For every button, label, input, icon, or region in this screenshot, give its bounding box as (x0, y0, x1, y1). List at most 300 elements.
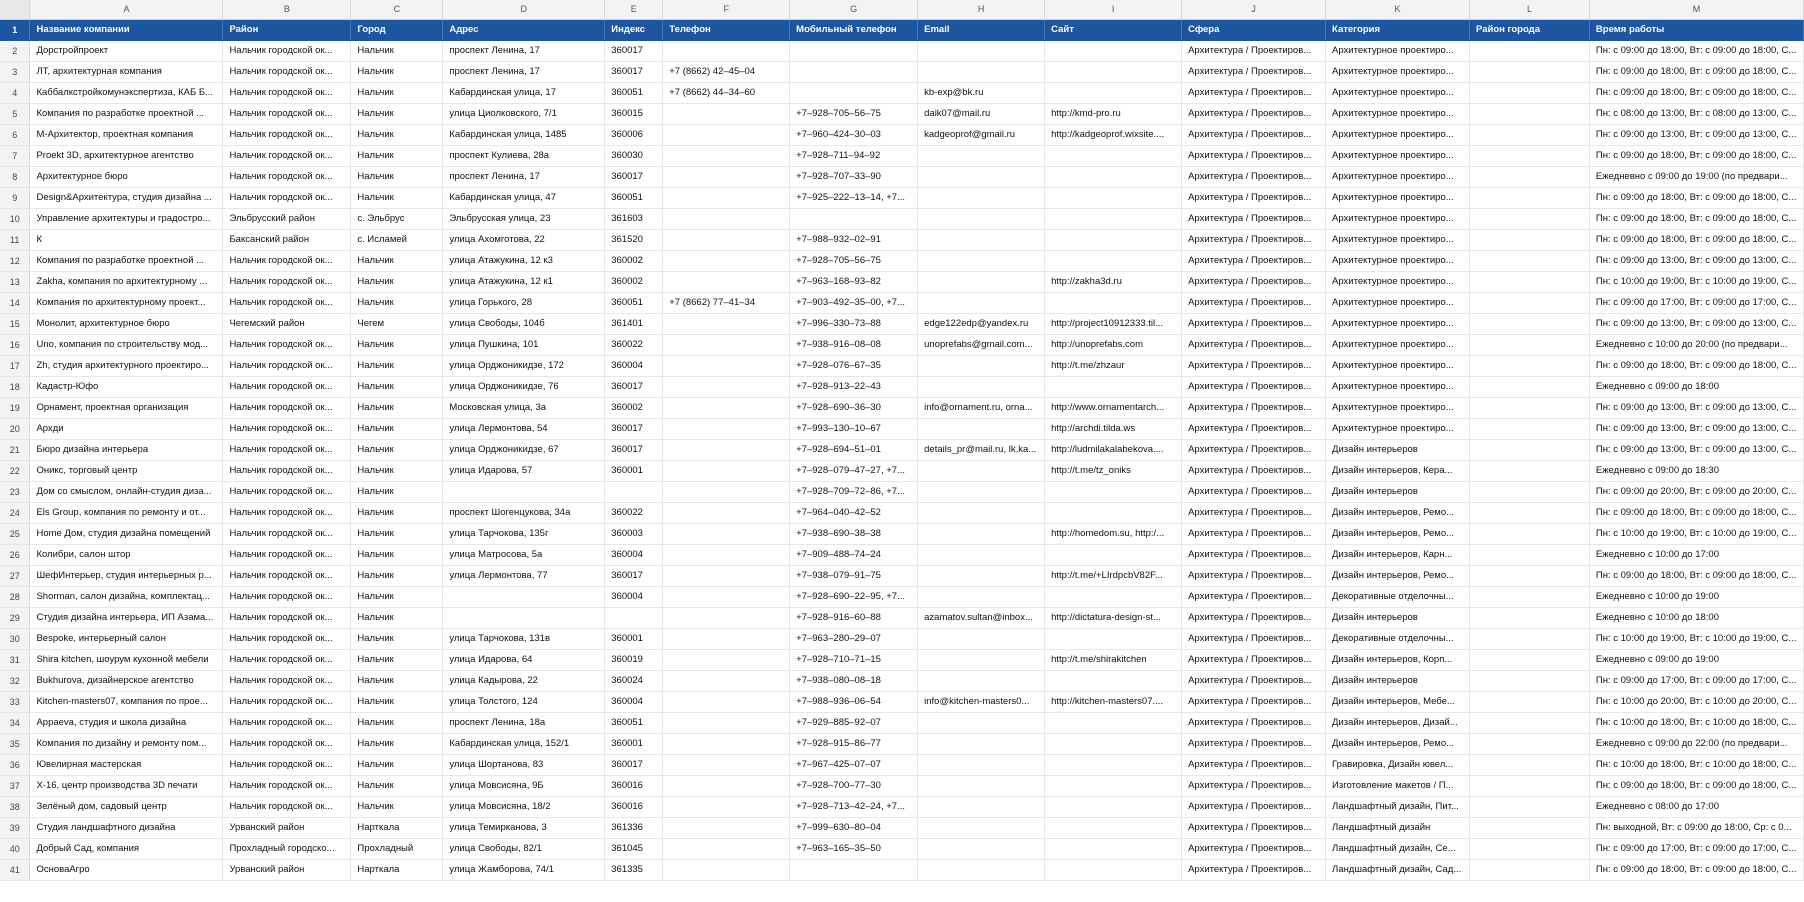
table-cell[interactable]: Архитектурное проектиро... (1326, 271, 1470, 292)
table-cell[interactable]: Архитектура / Проектиров... (1182, 439, 1326, 460)
row-number[interactable]: 29 (0, 607, 30, 628)
table-cell[interactable] (1045, 145, 1182, 166)
table-cell[interactable]: Архитектура / Проектиров... (1182, 775, 1326, 796)
header-cell[interactable]: Адрес (443, 19, 605, 40)
table-cell[interactable]: +7‒999‒630‒80‒04 (790, 817, 918, 838)
table-cell[interactable]: Архди (30, 418, 223, 439)
table-cell[interactable] (1470, 565, 1590, 586)
table-cell[interactable]: Ландшафтный дизайн, Се... (1326, 838, 1470, 859)
table-cell[interactable] (663, 397, 790, 418)
table-cell[interactable]: 360017 (605, 418, 663, 439)
table-cell[interactable]: улица Циолковского, 7/1 (443, 103, 605, 124)
row-number[interactable]: 6 (0, 124, 30, 145)
table-cell[interactable] (918, 40, 1045, 61)
table-cell[interactable] (918, 628, 1045, 649)
table-cell[interactable]: Архитектура / Проектиров... (1182, 544, 1326, 565)
table-cell[interactable]: Студия ландшафтного дизайна (30, 817, 223, 838)
table-cell[interactable]: ОсноваАгро (30, 859, 223, 880)
table-cell[interactable]: проспект Ленина, 17 (443, 166, 605, 187)
row-number[interactable]: 1 (0, 19, 30, 40)
table-cell[interactable]: 360019 (605, 649, 663, 670)
table-cell[interactable]: Ювелирная мастерская (30, 754, 223, 775)
table-cell[interactable]: http://ludmilakalabekova.... (1045, 439, 1182, 460)
table-cell[interactable]: улица Толстого, 124 (443, 691, 605, 712)
table-cell[interactable]: 360017 (605, 439, 663, 460)
table-cell[interactable]: улица Орджоникидзе, 67 (443, 439, 605, 460)
row-number[interactable]: 27 (0, 565, 30, 586)
table-cell[interactable] (918, 418, 1045, 439)
table-cell[interactable] (1470, 796, 1590, 817)
table-cell[interactable]: +7‒928‒690‒36‒30 (790, 397, 918, 418)
table-cell[interactable]: улица Свободы, 82/1 (443, 838, 605, 859)
table-cell[interactable]: улица Орджоникидзе, 76 (443, 376, 605, 397)
row-number[interactable]: 4 (0, 82, 30, 103)
table-cell[interactable] (1470, 313, 1590, 334)
column-letter[interactable]: G (790, 0, 918, 19)
table-cell[interactable] (1045, 40, 1182, 61)
table-cell[interactable]: с. Эльбрус (351, 208, 443, 229)
table-cell[interactable]: улица Матросова, 5а (443, 544, 605, 565)
row-number[interactable]: 40 (0, 838, 30, 859)
table-cell[interactable]: 360001 (605, 628, 663, 649)
table-cell[interactable]: Bespoke, интерьерный салон (30, 628, 223, 649)
table-cell[interactable]: Дизайн интерьеров, Мебе... (1326, 691, 1470, 712)
table-cell[interactable]: Кабардинская улица, 152/1 (443, 733, 605, 754)
column-letter[interactable]: A (30, 0, 223, 19)
table-cell[interactable]: Дизайн интерьеров, Корп... (1326, 649, 1470, 670)
table-cell[interactable]: Нальчик (351, 565, 443, 586)
table-cell[interactable] (918, 586, 1045, 607)
table-cell[interactable]: 360002 (605, 271, 663, 292)
table-cell[interactable] (1470, 103, 1590, 124)
column-letter[interactable]: K (1326, 0, 1470, 19)
table-cell[interactable]: улица Мовсисяна, 18/2 (443, 796, 605, 817)
table-cell[interactable]: Баксанский район (223, 229, 351, 250)
table-cell[interactable] (918, 502, 1045, 523)
table-cell[interactable] (663, 502, 790, 523)
table-cell[interactable]: Нальчик городской ок... (223, 754, 351, 775)
table-cell[interactable] (1470, 628, 1590, 649)
table-cell[interactable]: +7‒928‒694‒51‒01 (790, 439, 918, 460)
table-cell[interactable]: улица Жамборова, 74/1 (443, 859, 605, 880)
table-cell[interactable]: +7‒928‒915‒86‒77 (790, 733, 918, 754)
table-cell[interactable]: Архитектура / Проектиров... (1182, 103, 1326, 124)
table-cell[interactable] (663, 460, 790, 481)
row-number[interactable]: 20 (0, 418, 30, 439)
column-letter[interactable]: I (1045, 0, 1182, 19)
table-cell[interactable]: улица Горького, 28 (443, 292, 605, 313)
table-cell[interactable]: Архитектурное проектиро... (1326, 166, 1470, 187)
table-cell[interactable] (1470, 61, 1590, 82)
table-cell[interactable] (1470, 229, 1590, 250)
table-cell[interactable] (663, 271, 790, 292)
table-cell[interactable]: Пн: с 09:00 до 17:00, Вт: с 09:00 до 17:00, С... (1589, 292, 1803, 313)
table-cell[interactable]: улица Атажукина, 12 к1 (443, 271, 605, 292)
table-cell[interactable]: проспект Кулиева, 28а (443, 145, 605, 166)
table-cell[interactable]: +7‒928‒916‒60‒88 (790, 607, 918, 628)
table-cell[interactable] (1045, 754, 1182, 775)
table-cell[interactable]: +7‒960‒424‒30‒03 (790, 124, 918, 145)
table-cell[interactable]: Пн: с 10:00 до 18:00, Вт: с 10:00 до 18:00, С... (1589, 712, 1803, 733)
row-number[interactable]: 8 (0, 166, 30, 187)
table-cell[interactable] (1470, 334, 1590, 355)
header-cell[interactable]: Район города (1470, 19, 1590, 40)
table-cell[interactable] (918, 817, 1045, 838)
table-cell[interactable]: Архитектура / Проектиров... (1182, 145, 1326, 166)
table-cell[interactable]: +7‒903‒492‒35‒00, +7... (790, 292, 918, 313)
table-cell[interactable]: Архитектура / Проектиров... (1182, 607, 1326, 628)
table-cell[interactable] (1045, 817, 1182, 838)
table-cell[interactable]: улица Пушкина, 101 (443, 334, 605, 355)
table-cell[interactable] (1470, 271, 1590, 292)
table-cell[interactable]: http://kadgeoprof.wixsite.... (1045, 124, 1182, 145)
table-cell[interactable]: Пн: с 09:00 до 18:00, Вт: с 09:00 до 18:00, С... (1589, 775, 1803, 796)
table-cell[interactable] (918, 271, 1045, 292)
table-cell[interactable] (663, 628, 790, 649)
table-cell[interactable]: Пн: с 09:00 до 18:00, Вт: с 09:00 до 18:00, С... (1589, 187, 1803, 208)
table-cell[interactable] (605, 481, 663, 502)
row-number[interactable]: 35 (0, 733, 30, 754)
table-cell[interactable] (663, 817, 790, 838)
table-cell[interactable] (1470, 733, 1590, 754)
table-cell[interactable] (1045, 838, 1182, 859)
table-cell[interactable] (918, 166, 1045, 187)
table-cell[interactable]: http://t.me/shirakitchen (1045, 649, 1182, 670)
table-cell[interactable] (663, 544, 790, 565)
table-cell[interactable]: Управление архитектуры и градостро... (30, 208, 223, 229)
table-cell[interactable] (918, 229, 1045, 250)
table-cell[interactable]: Дизайн интерьеров, Кера... (1326, 460, 1470, 481)
table-cell[interactable]: +7‒963‒280‒29‒07 (790, 628, 918, 649)
table-cell[interactable]: http://archdi.tilda.ws (1045, 418, 1182, 439)
table-cell[interactable]: Архитектура / Проектиров... (1182, 523, 1326, 544)
table-cell[interactable]: +7‒963‒165‒35‒50 (790, 838, 918, 859)
table-cell[interactable]: Прохладный (351, 838, 443, 859)
table-cell[interactable] (663, 754, 790, 775)
header-cell[interactable]: Название компании (30, 19, 223, 40)
table-cell[interactable]: Нальчик (351, 586, 443, 607)
table-cell[interactable]: 360051 (605, 712, 663, 733)
table-cell[interactable] (1045, 628, 1182, 649)
table-cell[interactable]: azamatov.sultan@inbox... (918, 607, 1045, 628)
table-cell[interactable]: Архитектура / Проектиров... (1182, 292, 1326, 313)
table-cell[interactable]: Пн: с 09:00 до 18:00, Вт: с 09:00 до 18:00, С... (1589, 145, 1803, 166)
table-cell[interactable] (663, 229, 790, 250)
table-cell[interactable] (918, 775, 1045, 796)
table-cell[interactable]: Ежедневно с 10:00 до 20:00 (по предвари... (1589, 334, 1803, 355)
table-cell[interactable]: http://zakha3d.ru (1045, 271, 1182, 292)
table-cell[interactable]: Архитектура / Проектиров... (1182, 40, 1326, 61)
table-cell[interactable]: Пн: с 09:00 до 18:00, Вт: с 09:00 до 18:00, С... (1589, 859, 1803, 880)
table-cell[interactable]: +7‒928‒711‒94‒92 (790, 145, 918, 166)
table-cell[interactable]: Дизайн интерьеров, Ремо... (1326, 565, 1470, 586)
table-cell[interactable]: Пн: с 09:00 до 18:00, Вт: с 09:00 до 18:00, С... (1589, 229, 1803, 250)
table-cell[interactable] (1470, 712, 1590, 733)
table-cell[interactable]: Архитектура / Проектиров... (1182, 166, 1326, 187)
table-cell[interactable]: Нальчик (351, 271, 443, 292)
row-number[interactable]: 3 (0, 61, 30, 82)
table-cell[interactable]: Kitchen-masters07, компания по прое... (30, 691, 223, 712)
table-cell[interactable]: Архитектурное бюро (30, 166, 223, 187)
table-cell[interactable]: 360017 (605, 61, 663, 82)
table-cell[interactable] (918, 481, 1045, 502)
table-cell[interactable]: Ежедневно с 09:00 до 18:30 (1589, 460, 1803, 481)
table-cell[interactable] (1470, 838, 1590, 859)
table-cell[interactable]: Кадастр-Юфо (30, 376, 223, 397)
table-cell[interactable]: Нальчик городской ок... (223, 397, 351, 418)
table-cell[interactable]: улица Мовсисяна, 9Б (443, 775, 605, 796)
table-cell[interactable] (663, 775, 790, 796)
table-cell[interactable]: kadgeoprof@gmail.ru (918, 124, 1045, 145)
table-cell[interactable] (1470, 502, 1590, 523)
table-cell[interactable]: 360017 (605, 376, 663, 397)
table-cell[interactable] (1470, 817, 1590, 838)
table-cell[interactable] (1470, 292, 1590, 313)
table-cell[interactable] (1470, 418, 1590, 439)
table-cell[interactable]: Нальчик (351, 775, 443, 796)
table-cell[interactable]: Нальчик городской ок... (223, 82, 351, 103)
table-cell[interactable]: Архитектура / Проектиров... (1182, 670, 1326, 691)
table-cell[interactable]: Нальчик (351, 61, 443, 82)
table-cell[interactable]: Пн: с 09:00 до 13:00, Вт: с 09:00 до 13:00, С... (1589, 439, 1803, 460)
table-cell[interactable]: +7‒925‒222‒13‒14, +7... (790, 187, 918, 208)
table-cell[interactable]: 360004 (605, 586, 663, 607)
table-cell[interactable] (1470, 523, 1590, 544)
table-cell[interactable]: http://kitchen-masters07.... (1045, 691, 1182, 712)
table-cell[interactable]: 360002 (605, 397, 663, 418)
table-cell[interactable] (1470, 607, 1590, 628)
table-cell[interactable]: Ежедневно с 08:00 до 17:00 (1589, 796, 1803, 817)
table-cell[interactable]: 360017 (605, 565, 663, 586)
table-cell[interactable]: Архитектура / Проектиров... (1182, 187, 1326, 208)
table-cell[interactable] (1470, 544, 1590, 565)
table-cell[interactable]: Appaeva, студия и школа дизайна (30, 712, 223, 733)
table-cell[interactable]: +7 (8662) 77‒41‒34 (663, 292, 790, 313)
table-cell[interactable]: Прохладный городско... (223, 838, 351, 859)
table-cell[interactable] (663, 250, 790, 271)
table-cell[interactable]: улица Шортанова, 83 (443, 754, 605, 775)
table-cell[interactable] (1470, 82, 1590, 103)
table-cell[interactable]: Нальчик городской ок... (223, 502, 351, 523)
table-cell[interactable] (1470, 649, 1590, 670)
table-cell[interactable] (1470, 208, 1590, 229)
table-cell[interactable]: Архитектура / Проектиров... (1182, 82, 1326, 103)
table-cell[interactable]: Zakha, компания по архитектурному ... (30, 271, 223, 292)
table-cell[interactable]: +7‒928‒707‒33‒90 (790, 166, 918, 187)
table-cell[interactable]: проспект Ленина, 17 (443, 40, 605, 61)
table-cell[interactable]: Дизайн интерьеров, Ремо... (1326, 733, 1470, 754)
table-cell[interactable]: Нальчик городской ок... (223, 523, 351, 544)
table-cell[interactable] (663, 859, 790, 880)
table-cell[interactable] (1470, 460, 1590, 481)
table-cell[interactable] (663, 649, 790, 670)
table-cell[interactable] (1045, 733, 1182, 754)
table-cell[interactable] (1470, 691, 1590, 712)
table-cell[interactable]: Shira kitchen, шоурум кухонной мебели (30, 649, 223, 670)
table-cell[interactable]: 361520 (605, 229, 663, 250)
table-cell[interactable]: Нальчик (351, 334, 443, 355)
table-cell[interactable] (663, 145, 790, 166)
row-number[interactable]: 15 (0, 313, 30, 334)
table-cell[interactable]: Нальчик городской ок... (223, 355, 351, 376)
table-cell[interactable] (1470, 859, 1590, 880)
row-number[interactable]: 28 (0, 586, 30, 607)
table-cell[interactable]: Ежедневно с 10:00 до 18:00 (1589, 607, 1803, 628)
table-cell[interactable]: +7‒963‒168‒93‒82 (790, 271, 918, 292)
table-cell[interactable]: Чегемский район (223, 313, 351, 334)
table-cell[interactable] (790, 61, 918, 82)
table-cell[interactable]: Пн: с 09:00 до 18:00, Вт: с 09:00 до 18:00, С... (1589, 61, 1803, 82)
table-cell[interactable] (663, 376, 790, 397)
table-cell[interactable]: проспект Шогенцукова, 34а (443, 502, 605, 523)
table-cell[interactable]: Архитектура / Проектиров... (1182, 124, 1326, 145)
table-cell[interactable]: 360004 (605, 544, 663, 565)
table-cell[interactable]: 360017 (605, 754, 663, 775)
table-cell[interactable] (1470, 355, 1590, 376)
table-cell[interactable]: Дизайн интерьеров, Дизай... (1326, 712, 1470, 733)
header-cell[interactable]: Мобильный телефон (790, 19, 918, 40)
table-cell[interactable]: Нальчик (351, 754, 443, 775)
table-cell[interactable]: Эльбрусский район (223, 208, 351, 229)
table-cell[interactable]: 360004 (605, 355, 663, 376)
table-cell[interactable] (790, 208, 918, 229)
row-number[interactable]: 36 (0, 754, 30, 775)
table-cell[interactable]: Пн: с 09:00 до 17:00, Вт: с 09:00 до 17:00, С... (1589, 670, 1803, 691)
column-letter[interactable]: M (1589, 0, 1803, 19)
row-number[interactable]: 33 (0, 691, 30, 712)
table-cell[interactable] (790, 40, 918, 61)
table-cell[interactable] (663, 355, 790, 376)
column-letter[interactable]: E (605, 0, 663, 19)
table-cell[interactable]: Бюро дизайна интерьера (30, 439, 223, 460)
table-cell[interactable]: 360001 (605, 460, 663, 481)
table-cell[interactable]: улица Идарова, 64 (443, 649, 605, 670)
row-number[interactable]: 34 (0, 712, 30, 733)
table-cell[interactable] (918, 733, 1045, 754)
table-cell[interactable]: Нальчик (351, 544, 443, 565)
table-cell[interactable]: Дизайн интерьеров (1326, 607, 1470, 628)
table-cell[interactable] (663, 40, 790, 61)
row-number[interactable]: 37 (0, 775, 30, 796)
table-cell[interactable]: Х-16, центр производства 3D печати (30, 775, 223, 796)
table-cell[interactable]: info@ornament.ru, orna... (918, 397, 1045, 418)
table-cell[interactable]: Нальчик городской ок... (223, 439, 351, 460)
table-cell[interactable]: Ежедневно с 10:00 до 17:00 (1589, 544, 1803, 565)
table-cell[interactable]: Нальчик городской ок... (223, 586, 351, 607)
header-cell[interactable]: Телефон (663, 19, 790, 40)
table-cell[interactable] (663, 313, 790, 334)
table-cell[interactable]: +7 (8662) 42‒45‒04 (663, 61, 790, 82)
table-cell[interactable]: +7‒928‒690‒22‒95, +7... (790, 586, 918, 607)
row-number[interactable]: 31 (0, 649, 30, 670)
table-cell[interactable]: Архитектура / Проектиров... (1182, 208, 1326, 229)
table-cell[interactable]: unoprefabs@gmail.com... (918, 334, 1045, 355)
table-cell[interactable] (605, 607, 663, 628)
table-cell[interactable]: Пн: с 10:00 до 19:00, Вт: с 10:00 до 19:00, С... (1589, 271, 1803, 292)
table-cell[interactable] (1045, 775, 1182, 796)
table-cell[interactable] (1045, 292, 1182, 313)
table-cell[interactable]: Нальчик городской ок... (223, 691, 351, 712)
table-cell[interactable]: http://t.me/+LIrdpcbV82F... (1045, 565, 1182, 586)
table-cell[interactable]: +7‒988‒932‒02‒91 (790, 229, 918, 250)
table-cell[interactable]: улица Лермонтова, 54 (443, 418, 605, 439)
table-cell[interactable]: Компания по архитектурному проект... (30, 292, 223, 313)
table-cell[interactable]: +7 (8662) 44‒34‒60 (663, 82, 790, 103)
table-cell[interactable]: Нальчик (351, 628, 443, 649)
header-cell[interactable]: Город (351, 19, 443, 40)
table-cell[interactable]: +7‒938‒690‒38‒38 (790, 523, 918, 544)
table-cell[interactable]: улица Ахомготова, 22 (443, 229, 605, 250)
table-cell[interactable]: Нальчик (351, 82, 443, 103)
table-cell[interactable]: Нальчик (351, 502, 443, 523)
table-cell[interactable]: Изготовление макетов / П... (1326, 775, 1470, 796)
table-cell[interactable]: Нальчик (351, 166, 443, 187)
table-cell[interactable]: Нальчик (351, 187, 443, 208)
table-cell[interactable]: Дом со смыслом, онлайн-студия диза... (30, 481, 223, 502)
table-cell[interactable]: Нальчик (351, 439, 443, 460)
table-cell[interactable]: http://www.ornamentarch... (1045, 397, 1182, 418)
table-cell[interactable]: 361401 (605, 313, 663, 334)
table-cell[interactable]: Нальчик городской ок... (223, 271, 351, 292)
table-cell[interactable] (443, 586, 605, 607)
table-cell[interactable]: Дизайн интерьеров, Ремо... (1326, 502, 1470, 523)
table-cell[interactable]: Архитектурное проектиро... (1326, 61, 1470, 82)
table-cell[interactable]: +7‒964‒040‒42‒52 (790, 502, 918, 523)
table-cell[interactable] (918, 859, 1045, 880)
row-number[interactable]: 9 (0, 187, 30, 208)
table-cell[interactable]: Архитектура / Проектиров... (1182, 817, 1326, 838)
row-number[interactable]: 7 (0, 145, 30, 166)
table-cell[interactable]: info@kitchen-masters0... (918, 691, 1045, 712)
table-cell[interactable]: 360017 (605, 40, 663, 61)
header-cell[interactable]: Индекс (605, 19, 663, 40)
table-cell[interactable]: Дизайн интерьеров, Ремо... (1326, 523, 1470, 544)
table-cell[interactable]: улица Кадырова, 22 (443, 670, 605, 691)
table-cell[interactable]: +7‒928‒079‒47‒27, +7... (790, 460, 918, 481)
table-cell[interactable]: +7‒929‒885‒92‒07 (790, 712, 918, 733)
table-cell[interactable] (663, 418, 790, 439)
table-cell[interactable]: Нальчик городской ок... (223, 481, 351, 502)
table-cell[interactable]: Пн: с 09:00 до 18:00, Вт: с 09:00 до 18:00, С... (1589, 502, 1803, 523)
table-cell[interactable]: Ежедневно с 09:00 до 19:00 (по предвари... (1589, 166, 1803, 187)
table-cell[interactable] (918, 61, 1045, 82)
table-cell[interactable]: Нальчик (351, 460, 443, 481)
table-cell[interactable]: Архитектурное проектиро... (1326, 355, 1470, 376)
table-cell[interactable]: Нальчик городской ок... (223, 775, 351, 796)
table-cell[interactable]: Архитектура / Проектиров... (1182, 481, 1326, 502)
table-cell[interactable] (1470, 397, 1590, 418)
table-cell[interactable] (918, 838, 1045, 859)
table-cell[interactable]: Els Group, компания по ремонту и от... (30, 502, 223, 523)
table-cell[interactable]: 361045 (605, 838, 663, 859)
table-cell[interactable]: Компания по разработке проектной ... (30, 250, 223, 271)
table-cell[interactable]: Ландшафтный дизайн, Пит... (1326, 796, 1470, 817)
table-cell[interactable] (918, 460, 1045, 481)
row-number[interactable]: 24 (0, 502, 30, 523)
table-cell[interactable] (918, 355, 1045, 376)
table-cell[interactable]: +7‒928‒709‒72‒86, +7... (790, 481, 918, 502)
table-cell[interactable]: Нальчик (351, 40, 443, 61)
table-cell[interactable] (663, 796, 790, 817)
table-cell[interactable]: Нальчик городской ок... (223, 565, 351, 586)
table-cell[interactable]: details_pr@mail.ru, lk.ka... (918, 439, 1045, 460)
row-number[interactable]: 21 (0, 439, 30, 460)
table-cell[interactable]: Нальчик (351, 418, 443, 439)
row-number[interactable]: 22 (0, 460, 30, 481)
table-cell[interactable] (1470, 40, 1590, 61)
table-cell[interactable]: Нальчик городской ок... (223, 334, 351, 355)
table-cell[interactable] (443, 607, 605, 628)
